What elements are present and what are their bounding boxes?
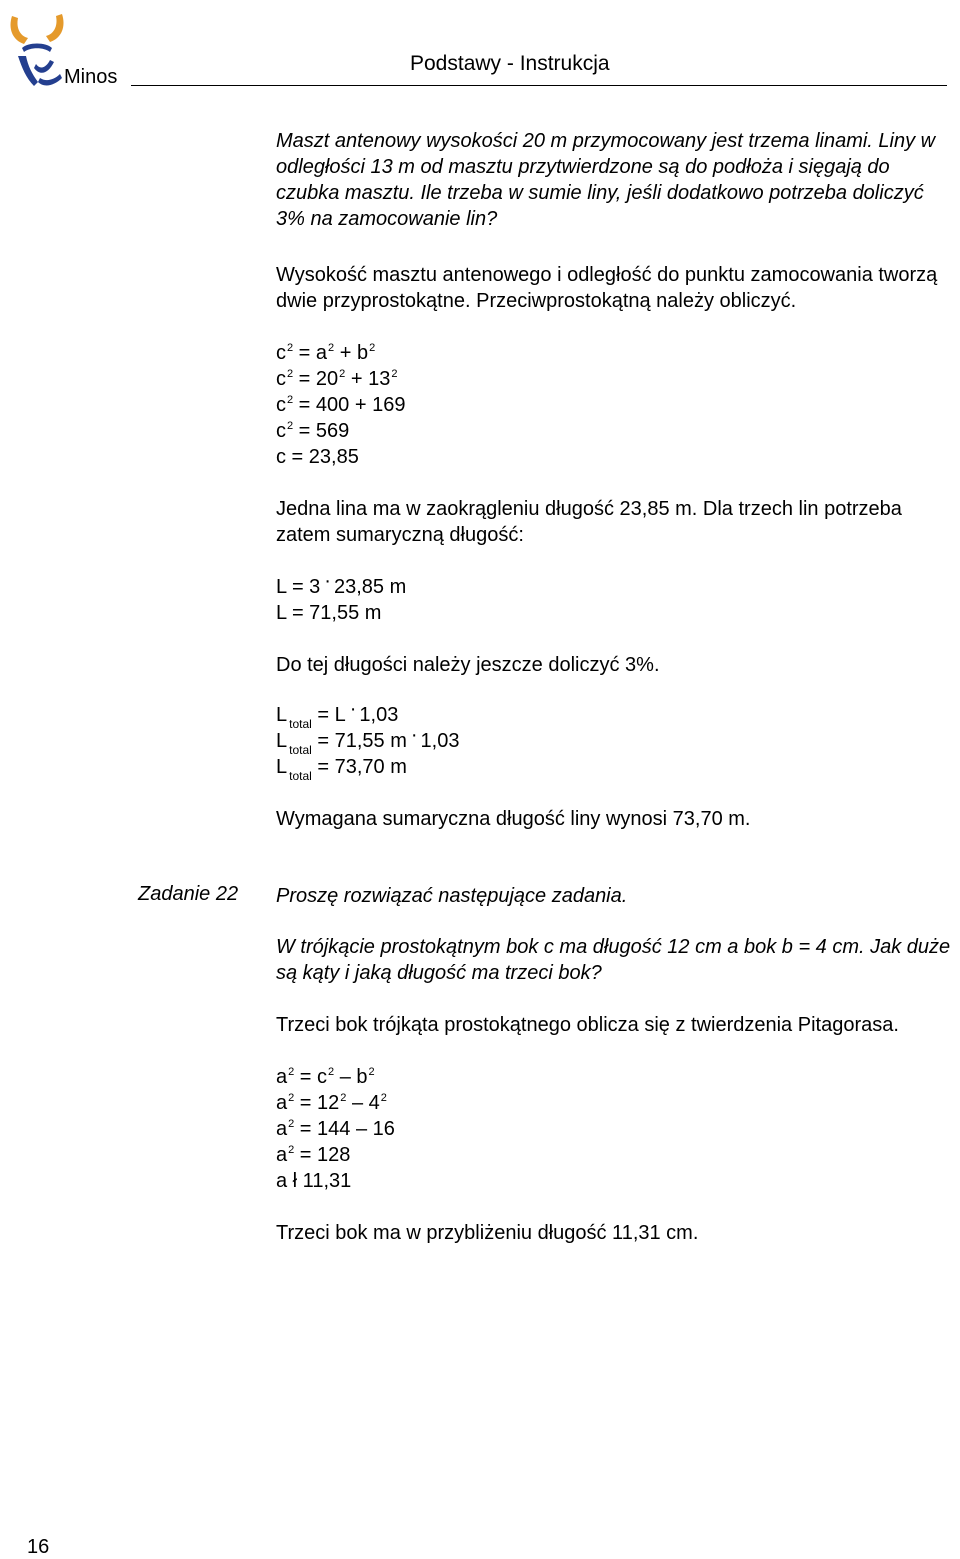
equation-line: L $_{total}$ = L · 1,03: [276, 698, 399, 731]
equation-line: L $_{total}$ = 71,55 m · 1,03: [276, 724, 460, 757]
problem-21-line-text: Jedna lina ma w zaokrągleniu długość 23,85 m. Dla trzech lin potrzeba zatem sumaryczną długość:: [276, 498, 902, 546]
equation-line: $a^2 = 12^2 - 4^2$: [276, 1092, 387, 1114]
header-divider: [131, 85, 947, 86]
problem-21-question: Maszt antenowy wysokości 20 m przymocowany jest trzema linami. Liny w odległości 13 m od masztu przytwierdzone są do podłoża i sięgają do czubka masztu. Ile trzeba w sumie liny, jeśli dodatkowo potrzeba doliczyć 3% na zamocowanie lin?: [276, 130, 936, 230]
equation-line: L = 71,55 m: [276, 602, 382, 624]
equation-line: $c^2 = 400 + 169$: [276, 394, 406, 416]
equation-line: $a^2 = 128$: [276, 1144, 351, 1166]
equation-line: $c^2 = 20^2 + 13^2$: [276, 368, 398, 390]
equation-line: $a^2 = c^2 - b^2$: [276, 1066, 375, 1088]
header-title: Podstawy - Instrukcja: [410, 52, 610, 75]
equation-line: a ł 11,31: [276, 1170, 352, 1192]
task-label: Zadanie 22: [138, 883, 239, 905]
equation-line: $c^2 = a^2 + b^2$: [276, 342, 376, 364]
equation-line: $c^2 = 569$: [276, 420, 350, 442]
minos-logo: [6, 8, 68, 92]
equation-line: L $_{total}$ = 73,70 m: [276, 756, 407, 783]
equation-line: $a^2 = 144 - 16$: [276, 1118, 395, 1140]
problem-22-result: Trzeci bok ma w przybliżeniu długość 11,31 cm.: [276, 1222, 699, 1244]
problem-21-result: Wymagana sumaryczna długość liny wynosi 73,70 m.: [276, 808, 751, 830]
problem-22-intro: Trzeci bok trójkąta prostokątnego oblicza się z twierdzenia Pitagorasa.: [276, 1014, 899, 1036]
equation-line: c = 23,85: [276, 446, 359, 468]
problem-21-intro: Wysokość masztu antenowego i odległość do punktu zamocowania tworzą dwie przyprostokątne. Przeciwprostokątną należy obliczyć.: [276, 264, 938, 312]
equation-line: L = 3 · 23,85 m: [276, 570, 407, 598]
brand-name: Minos: [64, 66, 118, 88]
problem-22-question: W trójkącie prostokątnym bok c ma długość 12 cm a bok b = 4 cm. Jak duże są kąty i jaką długość ma trzeci bok?: [276, 936, 951, 984]
problem-21-add-text: Do tej długości należy jeszcze doliczyć 3%.: [276, 654, 660, 676]
page-number: 16: [27, 1536, 50, 1558]
problem-22-instruction: Proszę rozwiązać następujące zadania.: [276, 885, 628, 907]
